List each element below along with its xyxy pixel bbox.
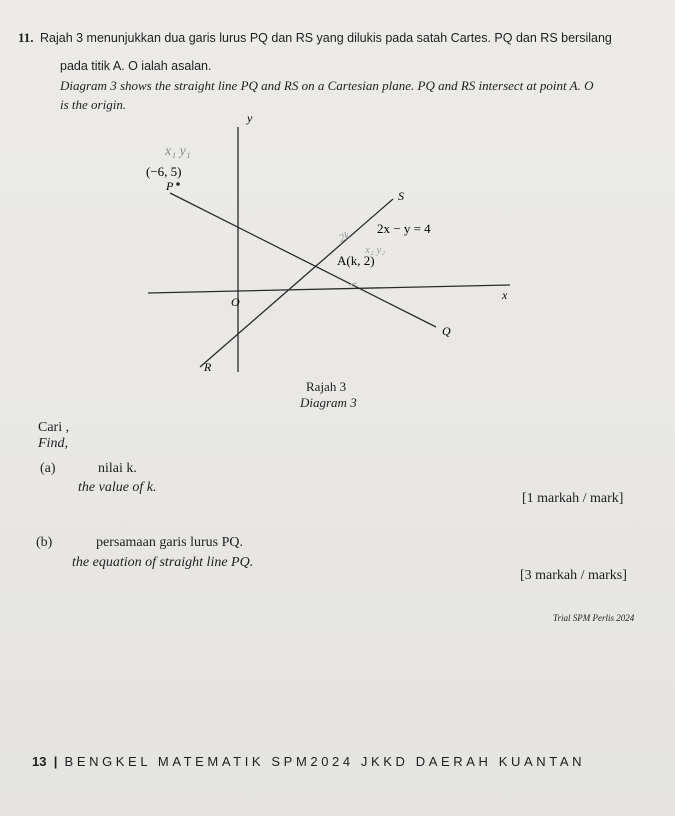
caption-malay: Rajah 3 [306,379,347,394]
handwritten-note-mid: x₂ y₂ [365,244,386,256]
part-a-english: the value of k. [78,480,157,495]
source-label: Trial SPM Perlis 2024 [553,613,635,623]
line-rs [200,199,393,367]
question-malay-line2: pada titik A. O ialah asalan. [60,59,212,73]
point-p-coordinate: (−6, 5) [146,164,182,179]
point-a-label: A(k, 2) [337,253,375,268]
point-q-label: Q [442,324,451,338]
part-b-malay: persamaan garis lurus PQ. [96,535,243,550]
handwritten-note-top: x₁ y₁ [165,144,191,159]
footer-title: BENGKEL MATEMATIK SPM2024 JKKD DAERAH KUANTAN [64,754,586,769]
question-number: 11. [18,30,34,45]
part-b-marks: [3 markah / marks] [520,568,627,583]
page-footer [32,754,585,769]
part-a-malay: nilai k. [98,461,137,476]
point-s-label: S [398,189,404,203]
y-axis-label: y [247,111,253,125]
part-b-english: the equation of straight line PQ. [72,555,254,570]
find-malay: Cari , [38,420,70,435]
point-p-label: P [166,179,174,193]
page-number: 13 [32,754,47,769]
footer-separator: | [53,754,58,769]
point-r-label: R [204,360,212,374]
line-rs-equation: 2x − y = 4 [377,221,431,236]
question-malay-line1: Rajah 3 menunjukkan dua garis lurus PQ dan RS yang dilukis pada satah Cartes. PQ dan RS bersilang [40,31,612,45]
question-english-line2: is the origin. [60,97,127,112]
caption-english: Diagram 3 [300,395,357,410]
point-p-dot [176,182,180,186]
cartesian-diagram [0,0,675,400]
line-pq [170,193,436,327]
x-axis-label: x [502,288,508,302]
question-english-line1: Diagram 3 shows the straight line PQ and RS on a Cartesian plane. PQ and RS intersect at point A. O [60,78,594,93]
part-b-label: (b) [36,535,53,550]
handwritten-note-left: 2k [337,229,352,245]
origin-label: O [231,295,240,309]
part-a-label: (a) [40,461,56,476]
find-english: Find, [38,436,68,451]
part-a-marks: [1 markah / mark] [522,491,624,506]
x-axis [148,285,510,293]
